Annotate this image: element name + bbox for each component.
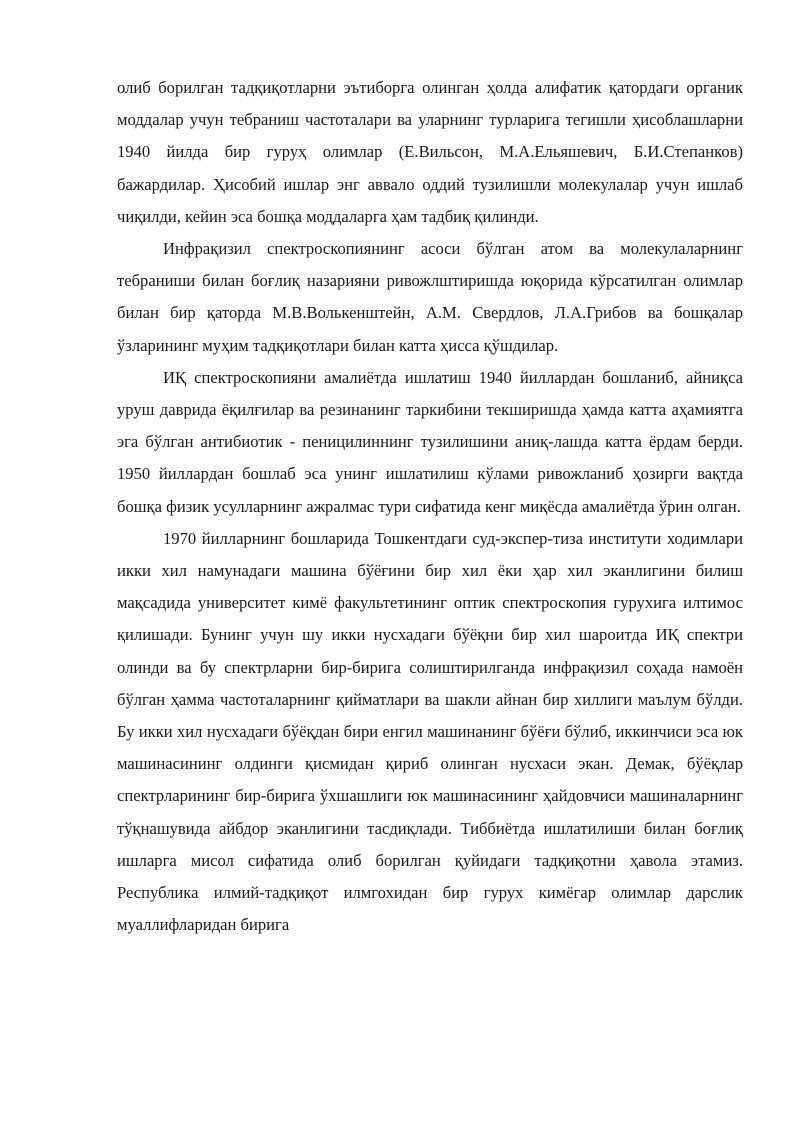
paragraph-continuation: олиб борилган тадқиқотларни эътиборга олинган ҳолда алифатик қатордаги органик моддалар учун тебраниш частоталари ва уларнинг турларига тегишли ҳисоблашларни 1940 йилда бир гуруҳ олимлар (Е.Вильсон, М.А.Ельяшевич, Б.И.Степанков) бажардилар. Ҳисобий ишлар энг аввало оддий тузилишли молекулалар учун ишлаб чиқилди, кейин эса бошқа моддаларга ҳам тадбиқ қилинди. <box>117 78 743 226</box>
document-page <box>117 72 743 941</box>
paragraph-ir-applications: ИҚ спектроскопияни амалиётда ишлатиш 1940 йиллардан бошланиб, айниқса уруш даврида ёқилғилар ва резинанинг таркибини текширишда ҳамда катта аҳамиятга эга бўлган антибиотик - пеницилиннинг тузилишини аниқ-лашда катта ёрдам берди. 1950 йиллардан бошлаб эса унинг ишлатилиш кўлами ривожланиб ҳозирги вақтда бошқа физик усулларнинг ажралмас тури сифатида кенг миқёсда амалиётда ўрин олган. <box>117 367 743 516</box>
paragraph-forensic-example: 1970 йилларнинг бошларида Тошкентдаги суд-экспер-тиза институти ходимлари икки хил намунадаги машина бўёғини бир хил ёки ҳар хил эканлигини билиш мақсадида университет кимё факультетининг оптик спектроскопия гурухига илтимос қилишади. Бунинг учун шу икки нусхадаги бўёқни бир хил шароитда ИҚ спектри олинди ва бу спектрларни бир-бирига солиштирилганда инфрақизил соҳада намоён бўлган ҳамма частоталарнинг қийматлари ва шакли айнан бир хиллиги маълум бўлди. Бу икки хил нусхадаги бўёқдан бири енгил машинанинг бўёғи бўлиб, иккинчиси эса юк машинасининг олдинги қисмидан қириб олинган нусхаси экан. Демак, бўёқлар спектрларининг бир-бирига ўхшашлиги юк машинасининг ҳайдовчиси машиналарнинг тўқнашувида айбдор эканлигини тасдиқлади. Тиббиётда ишлатилиши билан боғлиқ ишларга мисол сифатида олиб борилган қуйидаги тадқиқотни ҳавола этамиз. Республика илмий-тадқиқот илмгохидан бир гурух кимёгар олимлар дарслик муаллифларидан бирига <box>117 528 743 935</box>
paragraph-ir-theory: Инфрақизил спектроскопиянинг асоси бўлган атом ва молекулаларнинг тебраниши билан боғлиқ назарияни ривожлштиришда юқорида кўрсатилган олимлар билан бир қаторда М.В.Волькенштейн, А.М. Свердлов, Л.А.Грибов ва бошқалар ўзларининг муҳим тадқиқотлари билан катта ҳисса қўшдилар. <box>117 239 743 355</box>
